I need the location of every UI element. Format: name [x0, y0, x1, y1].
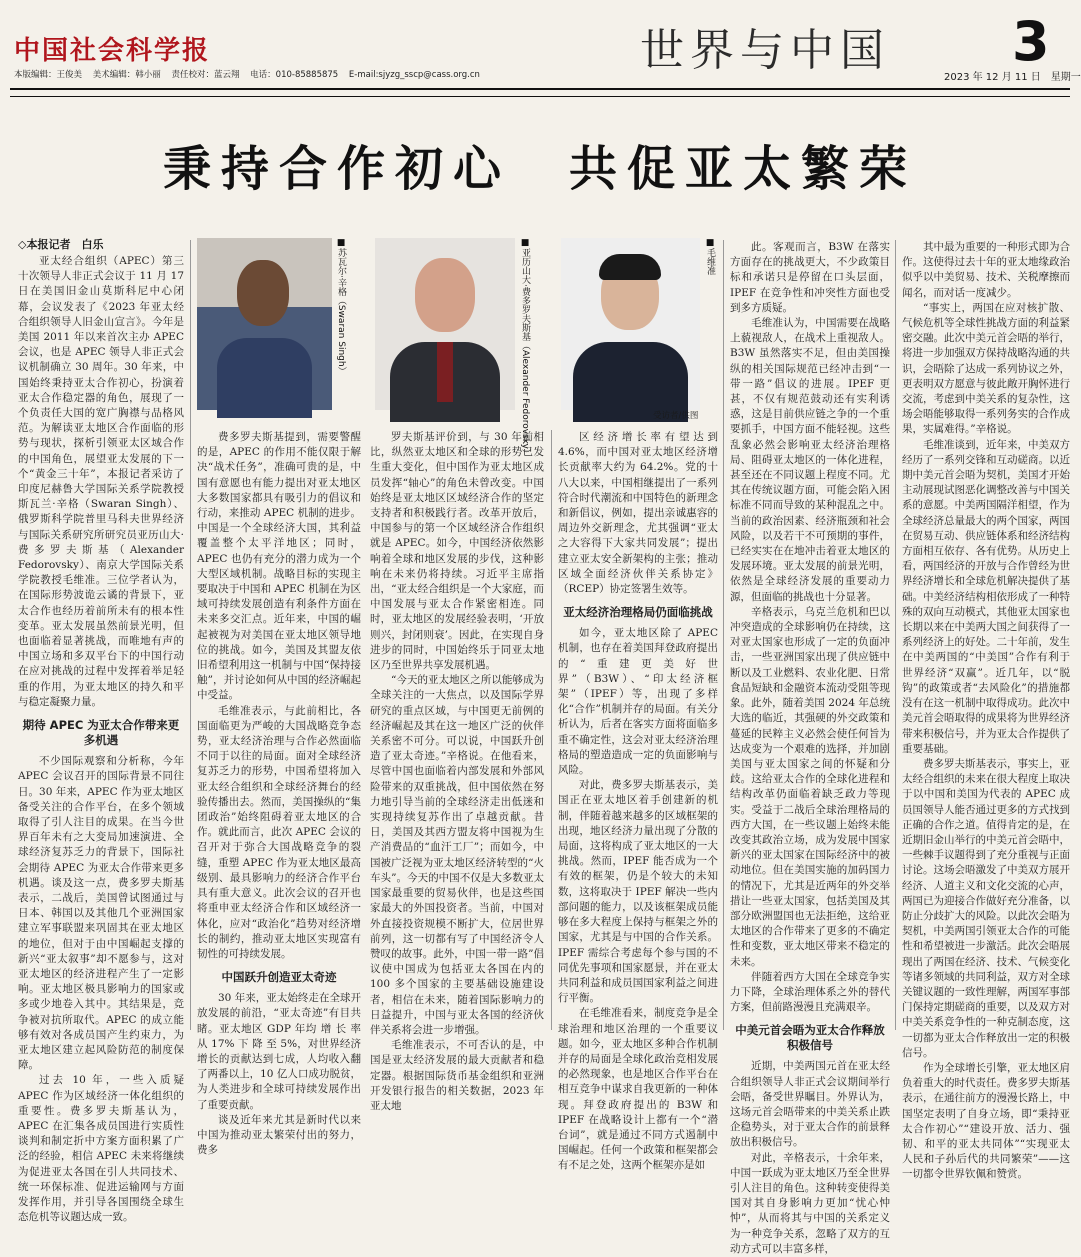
photo-mao-weizhun [561, 238, 700, 410]
paragraph: 对此，费多罗夫斯基表示，美国正在亚太地区着手创建新的机制，伴随着越来越多的区域框架的出现，地区经济力量出现了分散的局面，这将构成了亚太地区的一大挑战。然而，IPEF 能否成为一个有效的框架，仍是个较大的未知数，这将取决于 IPEF 解决一些内部问题的能力，以及该框架成员能够在多大程度上保持与框架之外的国家，尤其是与中国的合作关系。IPEF 需综合考虑每个参与国的不同优先事项和国家愿景，并在亚太共同利益和成员国国家利益之间进行平衡。 [558, 779, 718, 1005]
paragraph: 近期，中美两国元首在亚太经合组织领导人非正式会议期间举行会晤，备受世界瞩目。外界认为，这场元首会晤带来的中美关系止跌企稳势头，对于亚太合作的前景释放出积极信号。 [730, 1060, 890, 1149]
phone: 电话：010-85885875 [250, 70, 339, 80]
byline: ◇本报记者 白乐 [18, 238, 104, 251]
paragraph: 区经济增长率有望达到 4.6%，而中国对亚太地区经济增长贡献率大约为 64.2%。党的十八大以来，中国相继提出了一系列符合时代潮流和中国特色的新理念和新倡议，例如，提出亲诚惠容的周边外交新理念，尤其强调“亚太之大容得下大家共同发展”；提出建立亚太安全新架构的主张；推动区域全面经济伙伴关系协定》（RCEP）协定签署生效等。 [558, 431, 718, 596]
paragraph: 辛格表示，乌克兰危机和巴以冲突造成的全球影响仍在持续，这对亚太国家也形成了一定的负面冲击，一些亚洲国家出现了供应链中断以及工业燃料、农业化肥、日常食品短缺和金融资本流动受阻等现象。此外，随着美国 2024 年总统大选的临近，其强硬的外交政策和蔓延的民粹主义必然会使任何旨为达成变为一个艰难的选择，并加剧美国与亚太国家之间的怀疑和分歧。这给亚太合作的全球化进程和结构改革仍面临着缺乏政力等现实。受益于二战后全球治理格局的西方大国，在一些议题上始终未能改变其政治立场，成为发展中国家新兴的亚太国家在国际经济中的被动地位。但在美国实施的加码国力的情况下，尤其是近两年的外交举措让一些亚太国家，包括美国及其部分欧洲盟国也无法拒绝，这给亚太地区的合作带来了更多的不确定性和变数，亚太地区带来不稳定的未来。 [730, 605, 890, 968]
column-divider [190, 240, 191, 1030]
subheading: 中国跃升创造亚太奇迹 [221, 970, 337, 985]
email: E-mail:sjyzg_sscp@cass.org.cn [348, 70, 480, 80]
column-2 [197, 430, 361, 1157]
paragraph: 在毛维准看来，制度竞争是全球治理和地区治理的一个重要议题。如今，亚太地区多种合作机制并存的局面是全球化政治竞相发展的必然现象，也是地区合作平台在相互竞争中谋求自我更新的一种体现。拜登政府提出的 B3W 和 IPEF 在战略设计上都有一个“潜台词”，就是通过不同方式遏制中国崛起。任何一个政策和框架都会有不足之处，这两个框架亦是如 [558, 1007, 718, 1172]
column-divider [895, 240, 896, 1030]
header-rule [10, 88, 1070, 97]
subheading: 中美元首会晤为亚太合作释放积极信号 [735, 1023, 885, 1053]
column-divider [551, 430, 552, 1030]
paragraph: 毛维准谈到，近年来，中美双方经历了一系列交锋和互动磋商。以近期中美元首会晤为契机，美国才开始主动展现试图恶化调整改善与中国关系的意愿。中美两国隔洋相望，作为全球经济总量最大的两个国家，两国在贸易互动、供应链体系和经济结构方面相互依存、各有优势。从历史上看，两国经济的开放与合作曾经为世界经济增长和全球危机解决提供了基础。中美经济结构相依形成了一种特殊的双向互动模式，其他亚太国家也长期以来在中美两大国之间获得了一系列经济上的好处。二十年前，发生在中美两国的“中美国”合作有利于世界经济“双赢”。近几年，以“脱钩”的政策或者“去风险化”的措施都没有在这一机制中取得成功。此次中美元首会晤取得的成果将为世界经济带来积极信号，并为亚太合作提供了重要基础。 [902, 438, 1070, 755]
paragraph: 毛维准认为，中国需要在战略上藐视敌人，在战术上重视敌人。B3W 虽然落实不足，但由美国操纵的相关国际规范已经冲击到“一带一路”倡议的进展。IPEF 更甚，不仅有规范鼓动还有实利诱惑，这是目前供应链之争的一个重要抓手，中国方面不能轻视。这些乱象必然会影响亚太经济治理格局、阻碍亚太地区的一体化进程，甚至还在不同议题上程度不同。尤其在传统议题方面，可能会陷入困标准不同而导致的某种混乱之中。当前的政治因素、经济瓶颈和社会风险，以及若干不可预期的事件，已经实实在在地冲击着亚太地区的发展环境。亚太发展的前景光明，依然是全球经济发展的重要动力源，但面临的挑战也十分显著。 [730, 317, 890, 603]
column-3 [370, 430, 544, 1112]
editor-info [14, 68, 488, 80]
paragraph: 费多罗夫斯基表示，事实上，亚太经合组织的未来在很大程度上取决于以中国和美国为代表的 APEC 成员国领导人能否通过更多的方式找到正确的合作之道。值得肯定的是，在近期旧金山举行的中美元首会晤中，一些棘手议题得到了充分重视与正面讨论。这场会晤激发了中美双方展开经济、人道主义和文化交流的心声，两国已为迎接合作做好充分准备，以防止分歧扩大的风险。以此次会晤为契机，中美两国引领亚太合作的可能性和希望被进一步激活。此次会晤展现出了两国在经济、技术、气候变化等诸多领域的共同利益，双方对全球关键议题的一致性理解，两国军事部门保持定期磋商的重要，以及双方对中美关系竞争性的一种克制态度，这一切都为亚太合作释放出一定的积极信号。 [902, 757, 1070, 1059]
paragraph: 过去 10 年，一些入质疑 APEC 作为区域经济一体化组织的重要性。费多罗夫斯基认为，APEC 在汇集各成员国进行实质性谈判和制定折中方案方面积累了广泛的经验，相信 APEC 未来将继续为促进亚太各国在引人共同技术、统一环保标准、促进运输网与方面发挥作用，并引导各国围绕全球生态危机等议题达成一致。 [18, 1074, 184, 1224]
column-1 [18, 254, 184, 1224]
section-title: 世界与中国 [640, 25, 890, 76]
column-4 [558, 430, 718, 1172]
issue-date: 2023 年 12 月 11 日 星期一 [944, 72, 1081, 83]
masthead [0, 0, 1080, 96]
photo-swaran-singh [197, 238, 332, 410]
column-5 [730, 240, 890, 1255]
page-number: 3 [1012, 10, 1050, 73]
subheading: 期待 APEC 为亚太合作带来更多机遇 [22, 718, 180, 748]
photo-credit: 受访者/供图 [653, 411, 699, 421]
art-editor: 美术编辑：韩小丽 [92, 70, 161, 80]
paragraph: 作为全球增长引擎，亚太地区肩负着重大的时代责任。费多罗夫斯基表示，在通往前方的漫漫长路上，中国坚定表明了自身立场，即“秉持亚太合作初心”“建设开放、活力、强韧、和平的亚太共同体”“实现亚太人民和子孙后代的共同繁荣”——这一切都令世界钦佩和赞赏。 [902, 1061, 1070, 1181]
column-6 [902, 240, 1070, 1181]
paragraph: “今天的亚太地区之所以能够成为全球关注的一大焦点，以及国际学界研究的重点区域，与中国更无前例的经济崛起及其在这一地区广泛的伙伴关系密不可分。可以说，中国跃升创造了亚太奇迹。”辛格说。在他看来，尽管中国也面临着内部发展和外部风险带来的双重挑战，但中国依然在努力地引导当前的全球经济走出低迷和实现持续复苏作出了卓越贡献。昔日，美国及其西方盟友将中国视为生产消费品的“血汗工厂”；而如今，中国被广泛视为亚太地区经济转型的“火车头”。今天的中国不仅是大多数亚太国家最重要的贸易伙伴，也是这些国家最大的外国投资者。当前，中国对外直接投资规模不断扩大，位居世界前列，这一切都有写了中国经济令人赞叹的故事。此外，中国一带一路”倡议使中国成为包括亚太各国在内的 100 多个国家的主要基础设施建设者，相信在未来，随着国际影响力的日益提升，中国与亚太各国的经济伙伴关系将会进一步增强。 [370, 674, 544, 1036]
paragraph: 其中最为重要的一种形式即为合作。这使得过去十年的亚太地缘政治似乎以中美贸易、技术、关税摩擦而闻名，而对话一度减少。 [902, 241, 1070, 299]
paragraph: 费多罗夫斯基提到，需要警醒的是，APEC 的作用不能仅限于解决“战术任务”，准确可贵的是，中国有意愿也有能力提出对亚太地区大多数国家都具有吸引力的倡议和行动，来推动 APEC 机制的进步。中国是一个全球经济大国，其利益覆盖整个太平洋地区；同时，APEC 也仍有充分的潜力成为一个大型区域机制。战略目标的实现主要取决于中国和 APEC 机制在为区域可持续发展创造有利条件方面在未来多交汇点。近年来，中国的崛起被视为对美国在亚太地区领导地位的挑战。如今，美国及其盟友依旧希望利用这一机制与中国“保持接触”，并讨论如何从中国的经济崛起中受益。 [197, 431, 361, 702]
paragraph: 伴随着西方大国在全球竞争实力下降，全球治理体系之外的替代方案，但前路漫漫且充满艰辛。 [730, 970, 890, 1014]
paragraph: 毛维准表示，不可否认的是，中国是亚太经济发展的最大贡献者和稳定器。根据国际货币基金组织和亚洲开发银行报告的相关数据，2023 年亚太地 [370, 1039, 544, 1112]
photo-caption-singh: ■苏瓦尔·辛格（Swaran Singh） [336, 238, 346, 376]
photo-caption-fedorovsky: ■亚历山大·费多罗夫斯基（Alexander Fedorovsky） [520, 238, 530, 458]
photo-alexander-fedorovsky [375, 238, 515, 410]
paragraph: “事实上，两国在应对核扩散、气候危机等全球性挑战方面的利益紧密交融。此次中美元首会晤的举行，将进一步加强双方保持战略沟通的共识，会晤除了达成一系列协议之外，更表明双方愿意与彼此敞开胸怀进行交流，考虑到中美关系的复杂性，这场会晤能够取得一系列务实的合作成果，实属难得。”辛格说。 [902, 301, 1070, 436]
paragraph: 30 年来，亚太始终走在全球开放发展的前沿，“亚太奇迹”有目共睹。亚太地区 GDP 年均 增 长 率 从 17% 下 降 至 5%，对世界经济增长的贡献达到七成，人均收入翻了两番以上，10 亿人口成功脱贫，为人类进步和全球可持续发展作出了重要贡献。 [197, 992, 361, 1111]
paragraph: 不少国际观察和分析称，今年 APEC 会议召开的国际背景不同往日。30 年来，APEC 作为亚太地区备受关注的合作平台，在多个领域取得了引人注目的成果。在当今世界百年未有之大变局加速演进、全球经济复苏乏力的背景下，国际社会期待 APEC 为亚太合作带来更多机遇。谈及这一点，费多罗夫斯基表示，二战后，美国曾试图通过与日本、韩国以及其他几个亚洲国家建立军事联盟来巩固其在亚太地区的地位，但对于由中国崛起支撑的新兴“亚太叙事”却不愿参与，这对亚太地区的经济进程产生了一定影响。亚太地区极具影响力的国家或多或少地卷入其中。其结果是，竞争被对抗所取代。APEC 的成立能够有效对各成员国产生约束力，为亚太地区建立起风险防范的制度保障。 [18, 755, 184, 1072]
paragraph: 谈及近年来尤其是新时代以来中国为推动亚太繁荣付出的努力，费多 [197, 1113, 361, 1157]
paragraph: 毛维准表示，与此前相比，各国面临更为严峻的大国战略竞争态势，亚太经济治理与合作必然面临不同于以往的局面。面对全球经济复苏乏力的形势，中国希望将加入亚太经合组织和全球经济舞台的经验传播出去。然而，美国操纵的“集团政治”始终阻碍着亚太地区的合作。就此而言，此次 APEC 会议的召开对于弥合大国战略竞争的裂缝，重塑 APEC 作为亚太地区最高级别、最具影响力的经济合作平台具有重大意义。此次会议的召开也将重申亚太经济合作和区域经济一体化，应对“政治化”趋势对经济增长的制约，推动亚太地区实现富有韧性的可持续发展。 [197, 704, 361, 960]
headline: 秉持合作初心 共促亚太繁荣 [162, 141, 917, 197]
newspaper-logo: 中国社会科学报 [14, 36, 211, 66]
column-divider [723, 240, 724, 1030]
proofreader: 责任校对：蓝云翔 [171, 70, 240, 80]
photo-caption-mao: ■毛维准 [705, 238, 715, 275]
subheading: 亚太经济治理格局仍面临挑战 [563, 605, 713, 620]
paragraph: 对此，辛格表示，十余年来，中国一跃成为亚太地区乃至全世界引人注目的角色。这种转变使得美国对其自身影响力更加“忧心忡忡”，从而将其与中国的关系定义为一种竞争关系，忽略了双方的互动方式可以丰富多样， [730, 1151, 890, 1255]
paragraph: 亚太经合组织（APEC）第三十次领导人非正式会议于 11 月 17 日在美国旧金山莫斯科尼中心闭幕，会议发表了《2023 年亚太经合组织领导人旧金山宣言》。今年是美国 2011 年以来首次主办 APEC 会议，也是 APEC 领导人非正式会议机制确立 30 周年。30 年来，中国始终秉持亚太合作初心，扮演着亚太合作稳定器的角色，展现了一个负责任大国的宽广胸襟与品格风范。为解读亚太地区合作面临的形势与现状，探析引领亚太区域合作的中国角色，展望亚太发展的下一个“黄金三十年”，本报记者采访了印度尼赫鲁大学国际关系学院教授斯瓦兰·辛格（Swaran Singh）、俄罗斯科学院普里马科夫世界经济与国际关系研究所研究员亚历山大·费多罗夫斯基（Alexander Fedorovsky）、南京大学国际关系学院教授毛维准。三位学者认为，在国际形势波诡云谲的背景下，亚太合作也经历着前所未有的根本性变革。亚太发展虽然前景光明，但也面临着显著挑战，而唯地有声的中国立场和多双平台下的中国行动在应对挑战的过程中发挥着举足轻重的作用，为亚太地区的持久和平与稳定凝聚力量。 [18, 255, 184, 708]
paragraph: 此。客观而言，B3W 在落实方面存在的挑战更大，不少政策目标和承诺只是停留在口头层面，IPEF 在竞争性和冲突性方面也受到多方质疑。 [730, 241, 890, 314]
editor: 本版编辑：王俊美 [14, 70, 83, 80]
paragraph: 罗夫斯基评价到，与 30 年前相比，纵然亚太地区和全球的形势已发生重大变化，但中国作为亚太地区成员发挥“轴心”的角色未曾改变。中国始终是亚太地区区域经济合作的坚定支持者和积极践行者。改革开放后，中国参与的第一个区域经济合作组织就是 APEC。如今，中国经济依然影响着全球和地区发展的步伐，这种影响在未来仍将持续。习近平主席指出，“亚太经合组织是一个大家庭，而中国发展与亚太合作紧密相连。同时，亚太地区的发展经验表明，‘开放则兴，封闭则衰’。因此，在实现自身进步的同时，中国始终乐于同亚太地区乃至世界共享发展机遇。 [370, 431, 544, 672]
paragraph: 如今，亚太地区除了 APEC 机制，也存在着美国拜登政府提出的“重建更美好世界”（B3W）、“印太经济框架”（IPEF）等，出现了多样化“合作”机制并存的局面。有关分析认为，后者在客实方面将面临多重不确定性，这会对亚太经济治理格局的塑造造成一定的负面影响与风险。 [558, 627, 718, 777]
